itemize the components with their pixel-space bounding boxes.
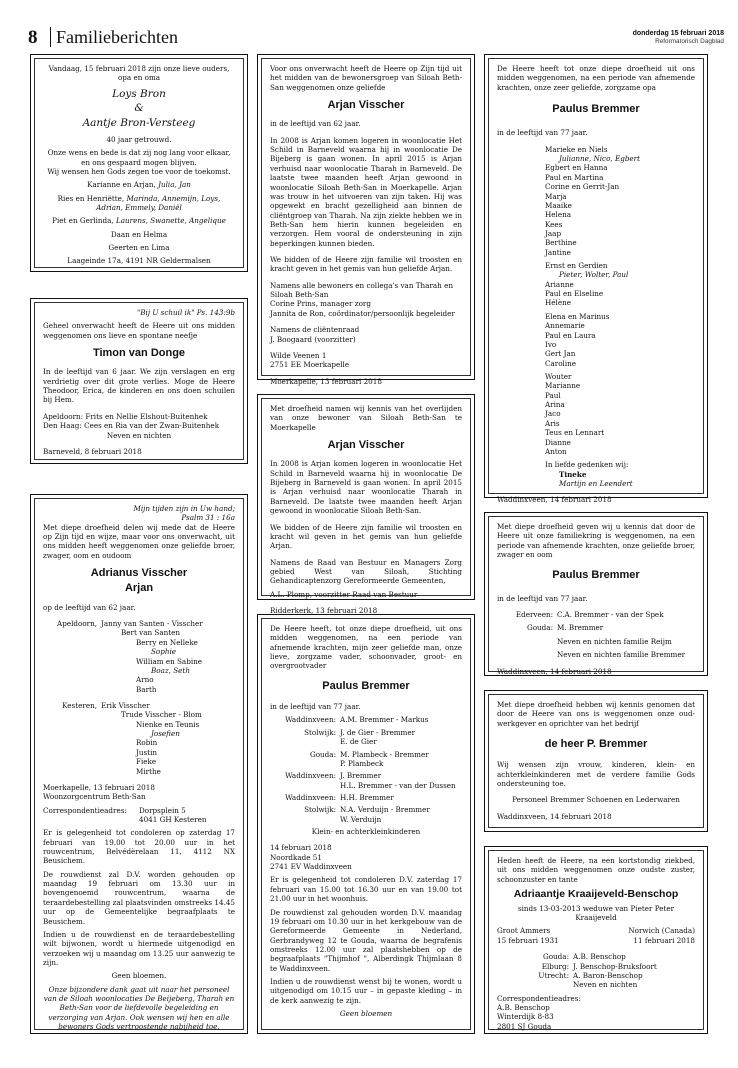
- grandchild: Dianne: [545, 437, 571, 447]
- intro-text: Voor ons onverwacht heeft de Heere op Zijn tijd uit het midden van de bewonersgroep van Siloah Beth-San weggenomen onze geliefde: [270, 64, 462, 92]
- relative: Boaz, Seth: [151, 665, 190, 675]
- relative: Justin: [136, 747, 158, 757]
- relative: Sophie: [151, 647, 177, 657]
- relative: M. Bremmer: [557, 623, 604, 633]
- memory-line: In liefde gedenken wij:: [545, 460, 629, 470]
- family-row: [270, 771, 462, 790]
- section-title: Familieberichten: [56, 27, 178, 47]
- relative: Nienke en Teunis: [136, 719, 200, 729]
- page-number: 8: [28, 27, 38, 48]
- relative: Neven en nichten: [573, 980, 638, 990]
- place-label: Kesteren,: [62, 700, 97, 710]
- family-line: Geerten en Lima: [108, 243, 170, 253]
- place-label: Waddinxveen:: [285, 771, 336, 781]
- invite-text: Indien u de rouwdienst wenst bij te wonen, wordt u uitgenodigd om 10.15 uur – in gepaste kleding – in de kerk aanwezig te zijn.: [270, 977, 462, 1005]
- corr-line: 4041 GH Kesteren: [139, 814, 207, 824]
- corr-line: A.B. Benschop: [497, 1002, 550, 1012]
- notice-paulus-bremmer-grandchildren: [484, 54, 708, 505]
- grandchild: Egbert en Hanna: [545, 163, 608, 173]
- family-row: [270, 715, 462, 724]
- corr-label: Correspondentieadres:: [43, 805, 127, 815]
- grandchild: Ivo: [545, 339, 557, 349]
- memory-name: Tineke: [559, 469, 587, 479]
- memory-kids: Martijn en Leendert: [559, 478, 633, 488]
- place-label: Apeldoorn,: [57, 619, 97, 629]
- condolence-text: Er is gelegenheid tot condoleren op zaterdag 17 februari van 19.00 tot 20.00 uur in het rouwcentrum, Belvédèrelaan 11, 4112 NX Beusichem.: [43, 828, 235, 866]
- family-parents: Piet en Gerlinda,: [52, 216, 114, 226]
- address-line: Wilde Veenen 1: [270, 350, 327, 360]
- relative: H.L. Bremmer - van der Dussen: [340, 780, 456, 790]
- notice-adriaantje-kraaijeveld: [484, 846, 708, 1034]
- deceased-name: Timon van Donge: [92, 347, 186, 360]
- place-date: Waddinxveen, 14 februari 2018: [497, 666, 612, 676]
- relative: Janny van Santen - Visscher: [101, 619, 203, 629]
- address-line: 2741 EV Waddinxveen: [270, 862, 352, 872]
- notice-arjan-visscher-siloah: [257, 54, 475, 386]
- family-line: [43, 216, 235, 225]
- relative-line: Apeldoorn: Frits en Nellie Elshout-Buitenhek: [43, 411, 208, 421]
- family-block: [43, 619, 235, 694]
- relative-line: Den Haag: Cees en Ria van der Zwan-Buitenhek: [43, 421, 220, 431]
- name-aantje: Aantje Bron-Versteeg: [82, 117, 196, 130]
- grandchild: Paul en Martina: [545, 172, 604, 182]
- notice-paulus-bremmer-siblings: [484, 512, 708, 676]
- great-grandchildren: Julianne, Nico, Egbert: [559, 154, 641, 164]
- place-date: Ridderkerk, 13 februari 2018: [270, 606, 378, 616]
- invite-text: Indien u de rouwdienst en de teraardebestelling wilt bijwonen, wordt u hiermede uitgenodigd en verzoeken wij u maandag om 13.25 uur aanwezig te zijn.: [43, 929, 235, 967]
- deceased-name: Paulus Bremmer: [552, 103, 640, 116]
- relative: J. Benschop-Bruksfoort: [573, 961, 657, 971]
- corr-line: Winterdijk 8-83: [497, 1012, 554, 1022]
- grandchild: Arina: [545, 400, 565, 410]
- date-line: 14 februari 2018: [270, 843, 332, 853]
- signer: A.L. Plomp, voorzitter Raad van Bestuur: [270, 589, 418, 599]
- grandchild: Ernst en Gerdien: [545, 261, 608, 271]
- quote: "Bij U schuil ik" Ps. 143:9b: [136, 308, 235, 317]
- prayer-text: We bidden of de Heere zijn familie wil troosten en kracht wil geven in het gemis van hun geliefde Arjan.: [270, 522, 462, 551]
- birth-date: 15 februari 1931: [497, 935, 559, 945]
- service-text: De rouwdienst zal D.V. worden gehouden op maandag 19 februari om 13.30 uur in bovengenoemd rouwcentrum, waarna de teraardebestelling zal plaatsvinden omstreeks 14.45 uur op de Gemeentelijke begraafplaats te Beusichem.: [43, 869, 235, 926]
- relative: N.A. Verduijn - Bremmer: [340, 805, 430, 815]
- family-kids: Julia, Jan: [158, 180, 191, 190]
- place-location: Woonzorgcentrum Beth-San: [43, 792, 146, 802]
- no-flowers: Geen bloemen.: [111, 971, 167, 981]
- notice-arjan-visscher-bestuur: [257, 394, 475, 616]
- place-date: Moerkapelle, 13 februari 2018: [270, 376, 382, 386]
- grandchild: Aris: [545, 418, 560, 428]
- relative: H.H. Bremmer: [340, 792, 394, 802]
- no-flowers: Geen bloemen: [339, 1009, 393, 1019]
- family-row: [270, 793, 462, 802]
- family-kids: Laurens, Swanette, Angelique: [115, 216, 226, 226]
- family-list: [270, 715, 462, 824]
- relative: Fieke: [136, 757, 157, 767]
- family-row: [270, 728, 462, 747]
- grandchild: Gert Jan: [545, 349, 576, 359]
- intro-text: De Heere heeft tot onze diepe droefheid uit ons midden weggenomen, na een periode van afnemende krachten, onze zeer geliefde, zorgzame opa: [497, 64, 695, 92]
- sign-line: Jannita de Ron, coördinator/persoonlijk begeleider: [270, 308, 455, 318]
- place-date: Moerkapelle, 13 februari 2018: [43, 782, 155, 792]
- grandchild: Wouter: [545, 372, 572, 381]
- relative: Mirthe: [136, 766, 161, 776]
- grandchild: Jaap: [545, 228, 562, 238]
- grandchild: Berthine: [545, 238, 577, 248]
- council-line: Namens de cliëntenraad: [270, 325, 360, 335]
- notice-paulus-bremmer-family: [257, 614, 475, 1034]
- birth-place: Groot Ammers: [497, 926, 551, 936]
- intro-text: Geheel onverwacht heeft de Heere uit ons midden weggenomen ons lieve en spontane neefje: [43, 321, 235, 340]
- quote: Mijn tijden zijn in Uw hand;: [133, 504, 235, 513]
- sign-line: Corine Prins, manager zorg: [270, 299, 371, 309]
- corr-label: Correspondentieadres:: [497, 993, 581, 1003]
- place-label: Stolwijk:: [304, 805, 336, 815]
- deceased-name: Paulus Bremmer: [552, 569, 640, 582]
- intro-text: Met droefheid namen wij kennis van het overlijden van onze bewoner van Siloah Beth-San te Moerkapelle: [270, 404, 462, 432]
- grandchild: Elena en Marinus: [545, 311, 610, 321]
- grandchild: Kees: [545, 219, 563, 229]
- grandchild: Annemarie: [545, 321, 585, 331]
- name-loys: Loys Bron: [112, 87, 166, 100]
- relative: J. Bremmer: [340, 771, 382, 781]
- corr-line: Dorpsplein 5: [139, 805, 186, 815]
- grandchild: Jaco: [545, 409, 561, 419]
- grandchild: Marieke en Niels: [545, 144, 608, 154]
- condolence-text: Er is gelegenheid tot condoleren D.V. zaterdag 17 februari van 15.00 tot 16.30 uur en van 19.00 tot 21.00 uur in het woonhuis.: [270, 875, 462, 904]
- family-line: [43, 180, 235, 189]
- age: op de leeftijd van 62 jaar.: [43, 602, 136, 612]
- place-label: Elburg:: [541, 961, 569, 971]
- sign-text: Namens de Raad van Bestuur en Managers Zorg gebied West van Siloah, Stichting Gehandicaptenzorg Gereformeerde Gemeenten,: [270, 557, 462, 586]
- relative: Erik Visscher: [101, 700, 150, 710]
- place-label: Waddinxveen:: [285, 715, 336, 725]
- family-row: [270, 805, 462, 824]
- grandchild: Jantine: [545, 247, 571, 257]
- sign-line: Personeel Bremmer Schoenen en Lederwaren: [512, 795, 680, 805]
- body-text: Wij wensen zijn vrouw, kinderen, klein- en achterkleinkinderen met de verdere familie Gods ondersteuning toe.: [497, 760, 695, 789]
- grandchild: Arianne: [545, 279, 574, 289]
- deceased-name: Paulus Bremmer: [322, 679, 410, 692]
- place-label: Gouda:: [309, 749, 336, 759]
- relative: A.B. Benschop: [573, 952, 626, 962]
- correspondence: [43, 806, 235, 825]
- age: in de leeftijd van 77 jaar.: [497, 593, 588, 603]
- notice-heer-p-bremmer: [484, 690, 708, 832]
- header-publication: Reformatorisch Dagblad: [655, 38, 724, 46]
- sign-line: Namens alle bewoners en collega's van Tharah en Siloah Beth-San: [270, 280, 453, 300]
- intro-line: Vandaag, 15 februari 2018 zijn onze lieve ouders,: [48, 64, 230, 73]
- grandchild: Marja: [545, 191, 567, 201]
- relative: Neven en nichten familie Reijm: [557, 636, 672, 646]
- relative: William en Sabine: [136, 656, 202, 666]
- family-line: Daan en Helma: [110, 229, 168, 239]
- header-date: donderdag 15 februari 2018: [632, 30, 724, 37]
- relative: A.M. Bremmer - Markus: [340, 715, 429, 725]
- relative: M. Plambeck - Bremmer: [340, 749, 429, 759]
- wish-line: Wij wensen hen Gods zegen toe voor de toekomst.: [47, 166, 231, 176]
- intro-text: Met diepe droefheid geven wij u kennis dat door de Heere uit onze familiekring is weggenomen, na een periode van afnemende krachten, onze geliefde broer, zwager en oom: [497, 522, 695, 560]
- relative: A. Baron-Benschop: [573, 970, 643, 980]
- grandchildren-list: [497, 145, 695, 489]
- grandchild: Paul en Laura: [545, 330, 596, 340]
- place-date: Waddinxveen, 14 februari 2018: [497, 811, 612, 821]
- notice-loys-bron: [30, 54, 248, 272]
- header-meta: [633, 29, 724, 46]
- relative: P. Plambeck: [340, 758, 384, 768]
- deceased-name: Arjan Visscher: [327, 439, 405, 452]
- family-row: [270, 750, 462, 769]
- death-date: 11 februari 2018: [633, 935, 695, 945]
- body-text: In 2008 is Arjan komen logeren in woonlocatie Het Schild in Barneveld waarna hij in woonlocatie De Bijeberg in Barneveld is gaan wonen. In april 2015 is Arjan verhuisd naar woonlocatie Tharah in Barneveld. De laatste twee maanden heeft Arjan gewoond in woonlocatie Siloah Beth-San.: [270, 459, 462, 516]
- relative: Neven en nichten familie Bremmer: [557, 650, 686, 660]
- relative: Josefien: [151, 729, 180, 739]
- wish-line: en ons gespaard mogen blijven.: [81, 157, 197, 167]
- place-label: Gouda:: [526, 623, 553, 633]
- notice-adrianus-visscher: [30, 494, 248, 1034]
- great-grandchildren: Pieter, Wolter, Paul: [559, 270, 629, 280]
- relative-line: Neven en nichten: [106, 430, 172, 440]
- grandchild: Hélène: [545, 298, 571, 308]
- relative: Barth: [136, 684, 157, 694]
- quote-ref: Psalm 31 : 16a: [181, 513, 235, 523]
- family-kids: Adrian, Emmely, Daniël: [96, 202, 182, 212]
- relative: Arno: [136, 675, 154, 685]
- place-date: Waddinxveen, 14 februari 2018: [497, 495, 612, 505]
- relative: Berry en Nelleke: [136, 637, 198, 647]
- family-parents: Ries en Henriëtte,: [57, 193, 125, 203]
- council-line: J. Boogaard (voorzitter): [270, 334, 356, 344]
- relative: E. de Gier: [340, 737, 377, 747]
- relative: Robin: [136, 738, 158, 748]
- grandchild: Marianne: [545, 381, 581, 391]
- deceased-name: Adriaantje Kraaijeveld-Benschop: [513, 888, 679, 901]
- intro-text: De Heere heeft, tot onze diepe droefheid, uit ons midden weggenomen, na een periode van afnemende krachten, mijn zeer geliefde man, onze lieve, zorgzame vader, schoonvader, groot- en overgrootvader: [270, 624, 462, 671]
- deceased-name: Arjan Visscher: [327, 99, 405, 112]
- grandchildren: Klein- en achterkleinkinderen: [311, 827, 421, 837]
- death-place: Norwich (Canada): [628, 926, 695, 936]
- grandchild: Paul en Elseline: [545, 289, 604, 299]
- address-line: 2751 EE Moerkapelle: [270, 360, 350, 370]
- relative: Bert van Santen: [121, 628, 181, 638]
- deceased-name: de heer P. Bremmer: [544, 738, 648, 751]
- address-line: Noordkade 51: [270, 852, 322, 862]
- place-label: Waddinxveen:: [285, 792, 336, 802]
- life-dates: [497, 926, 695, 945]
- corr-line: 2801 SJ Gouda: [497, 1021, 552, 1031]
- place-label: Ederveen:: [515, 610, 553, 620]
- header-divider: [50, 27, 51, 47]
- body-text: In 2008 is Arjan komen logeren in woonlocatie Het Schild in Barneveld waarna hij in woonlocatie De Bijeberg is gaan wonen. In april 2015 is Arjan verhuisd naar woonlocatie Tharah in Barneveld. De laatste twee maanden heeft Arjan gewoond in woonlocatie Siloah Beth-San in Moerkapelle. Arjan was trouw in het uitvoeren van zijn taken. Hij was opgewekt en bracht gezelligheid aan binnen de cliëntgroep van Tharah. Na zijn ziekte hebben we in Beth-San hem hierin kunnen begeleiden en verzorgen. Hem vooral de ondersteuning in zijn beperkingen kunnen bieden.: [270, 135, 462, 248]
- ampersand: &: [134, 102, 144, 115]
- intro-line: opa en oma: [117, 73, 161, 83]
- family-kids: Marinda, Annemijn, Loys,: [126, 193, 221, 203]
- address: Laageinde 17a, 4191 NR Geldermalsen: [67, 256, 211, 266]
- widow-line: sinds 13-03-2013 weduwe van Pieter Peter Kraaijeveld: [517, 903, 675, 923]
- grandchild: Helena: [545, 210, 571, 220]
- body-text: In de leeftijd van 6 jaar. We zijn verslagen en erg verdrietig over dit grote verlies. Moge de Heere Theodoor, Erica, de kinderen en ons doen schuilen bij Hem.: [43, 367, 235, 405]
- relative: Trude Visscher - Blom: [121, 710, 202, 720]
- deceased-nickname: Arjan: [124, 582, 154, 595]
- age: in de leeftijd van 77 jaar.: [497, 128, 588, 138]
- wish-line: Onze wens en bede is dat zij nog lang voor elkaar,: [47, 148, 231, 158]
- thanks-text: Onze bijzondere dank gaat uit naar het personeel van de Siloah woonlocaties De Beijeberg, Tharah en Beth-San voor de liefdevolle begeleiding en verzorging van Arjan. Ook wensen wij hen en alle bewoners Gods vertroostende nabijheid toe.: [43, 984, 235, 1032]
- notice-timon-van-donge: [30, 298, 248, 464]
- relative: W. Verduijn: [340, 814, 382, 824]
- grandchild: Anton: [545, 446, 567, 456]
- years-married: 40 jaar getrouwd.: [106, 134, 172, 144]
- grandchild: Maaike: [545, 200, 572, 210]
- intro-text: Met diepe droefheid hebben wij kennis genomen dat door de Heere van ons is weggenomen onze oud-werkgever en oprichter van het bedrijf: [497, 700, 695, 728]
- grandchild: Paul: [545, 390, 561, 400]
- family-parents: Karianne en Arjan,: [87, 180, 156, 190]
- place-label: Stolwijk:: [304, 727, 336, 737]
- deceased-name: Adrianus Visscher: [90, 567, 188, 580]
- age: in de leeftijd van 62 jaar.: [270, 119, 361, 129]
- grandchild: Teus en Lennart: [545, 428, 605, 438]
- relative: J. de Gier - Bremmer: [340, 727, 416, 737]
- service-text: De rouwdienst zal gehouden worden D.V. maandag 19 februari om 10.30 uur in het kerkgebouw van de Gereformeerde Gemeente in Nederland, Gerbrandyweg 12 te Gouda, waarna de begrafenis omstreeks 12.00 uur zal plaatshebben op de begraafplaats "Thijmhof ", Alberdingk Thijmlaan 8 te Waddinxveen.: [270, 907, 462, 973]
- intro-text: Met diepe droefheid delen wij mede dat de Heere op Zijn tijd en wijze, maar voor ons onverwacht, uit ons midden heeft weggenomen onze geliefde broer, zwager, oom en oudoom: [43, 522, 235, 560]
- relative: C.A. Bremmer - van der Spek: [557, 610, 664, 620]
- intro-text: Heden heeft de Heere, na een kortstondig ziekbed, uit ons midden weggenomen onze oudste zuster, schoonzuster en tante: [497, 856, 695, 884]
- place-date: Barneveld, 8 februari 2018: [43, 446, 142, 456]
- prayer-text: We bidden of de Heere zijn familie wil troosten en kracht geven in het gemis van hun geliefde Arjan.: [270, 255, 462, 274]
- family-block: [43, 701, 235, 776]
- place-label: Utrecht:: [538, 970, 569, 980]
- grandchild: Caroline: [545, 358, 577, 368]
- family-line: [43, 194, 235, 203]
- age: in de leeftijd van 77 jaar.: [270, 702, 361, 712]
- grandchild: Corine en Gerrit-Jan: [545, 182, 620, 192]
- place-label: Gouda:: [542, 952, 569, 962]
